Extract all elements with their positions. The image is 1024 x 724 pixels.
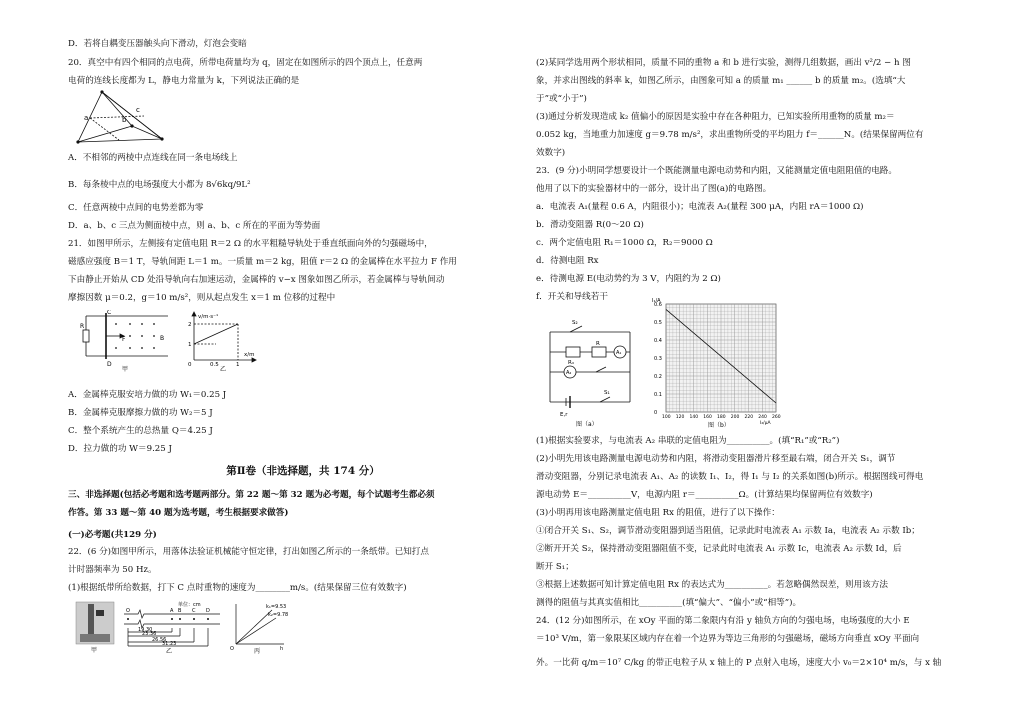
label-bing: 丙 [254, 648, 261, 654]
q23-item-c: c．两个定值电阻 R₁＝1000 Ω，R₂＝9000 Ω [536, 238, 713, 248]
q23-stem-line2: 他用了以下的实验器材中的一部分，设计出了图(a)的电路图。 [536, 184, 772, 194]
q24-stem-line2: ＝10³ V/m，第一象限某区域内存在着一个边界为等边三角形的匀强磁场，磁场方向垂直 xOy 平面向 [536, 634, 920, 644]
q23-step1: ①闭合开关 S₁、S₂，调节滑动变阻器到适当阻值，记录此时电流表 A₁ 示数 Ia，电流表 A₂ 示数 Ib； [536, 526, 920, 536]
rail-figure [80, 310, 172, 372]
y-tick-label: 0.3 [654, 356, 662, 362]
q22-stem-line1: 22．(6 分)如图甲所示，用落体法验证机械能守恒定律，打出如图乙所示的一条纸带。已知打点 [68, 547, 429, 557]
label-b: b [122, 116, 127, 124]
q22-part2-line3: 于”或“小于”) [536, 94, 587, 104]
dist-2: 23.36 [142, 631, 157, 637]
x-tick-label: 220 [744, 415, 754, 420]
label-F: F [122, 336, 126, 343]
q23-item-d: d．待测电阻 Rx [536, 256, 599, 266]
q23-item-a: a．电流表 A₁(量程 0.6 A，内阻很小)；电流表 A₂(量程 300 μA，内阻 rA＝1000 Ω) [536, 202, 864, 212]
part3-instruction-line1: 三、非选择题(包括必考题和选考题两部分。第 22 题～第 32 题为必考题，每个试题考生都必须 [68, 490, 435, 500]
q23-item-e: e．待测电源 E(电动势约为 3 V，内阻约为 2 Ω) [536, 274, 721, 284]
x-tick-label: 120 [675, 415, 685, 420]
label-D: D [107, 361, 112, 368]
q23-step2: ②断开开关 S₂，保持滑动变阻器阻值不变，记录此时电流表 A₁ 示数 Ic，电流表 A₂ 示数 Id，后 [536, 544, 902, 554]
tick-x-1: 1 [236, 362, 240, 368]
label-e: E,r [560, 412, 568, 418]
point-A: A [170, 608, 174, 614]
point-D: D [206, 608, 210, 614]
k2-label: k₂=9.78 [268, 612, 288, 618]
y-tick-label: 0 [654, 410, 658, 416]
circuit-caption: 图（a） [576, 421, 598, 428]
x-tick-label: 260 [772, 415, 781, 420]
label-s2: S₂ [572, 320, 578, 326]
q22-part2-line1: (2)某同学选用两个形状相同，质量不同的重物 a 和 b 进行实验，测得几组数据，画出 v²/2 − h 图 [536, 58, 911, 68]
tick-0-5: 0.5 [210, 362, 219, 368]
q20-stem-line1: 20．真空中有四个相同的点电荷，所带电荷量均为 q，固定在如图所示的四个顶点上，任意两 [68, 58, 423, 68]
tick-0: 0 [188, 362, 192, 368]
q23-step3-line1: ③根据上述数据可知计算定值电阻 Rx 的表达式为__________。若忽略偶然误差，则用该方法 [536, 580, 888, 590]
q21-stem-line1: 21．如图甲所示，左侧接有定值电阻 R＝2 Ω 的水平粗糙导轨处于垂直纸面向外的匀强磁场中， [68, 239, 433, 249]
q24-stem-line3: 外。一比荷 q/m＝10⁷ C/kg 的带正电粒子从 x 轴上的 P 点射入电场，速度大小 v₀＝2×10⁴ m/s，与 x 轴 [536, 658, 942, 668]
q21-stem-line4: 摩擦因数 μ＝0.2，g＝10 m/s²，则从起点发生 x＝1 m 位移的过程中 [68, 293, 336, 303]
q23-part1: (1)根据实验要求，与电流表 A₂ 串联的定值电阻为__________。(填“R₁”或“R₂”) [536, 436, 840, 446]
graph-caption: 图（b） [708, 422, 730, 428]
q23-part3-line1: (3)小明再用该电路测量定值电阻 Rx 的阻值，进行了以下操作： [536, 508, 780, 518]
origin-o: O [230, 646, 234, 652]
label-a1: A₁ [616, 350, 622, 356]
q23-part2-line3: 源电动势 E＝__________V，电源内阻 r＝__________Ω。(计算结果均保留两位有效数字) [536, 490, 873, 500]
label-a: a [84, 114, 89, 122]
x-tick-label: 100 [662, 415, 671, 420]
q21-option-a: A．金属棒克服安培力做的功 W₁＝0.25 J [68, 390, 227, 400]
label-R: R [80, 323, 85, 330]
q19-option-d: D．若将自耦变压器触头向下滑动，灯泡会变暗 [68, 39, 247, 49]
dist-4: 31.23 [162, 641, 177, 647]
q22-part2-line2: 象，并求出图线的斜率 k，如图乙所示，由图象可知 a 的质量 m₁ ______ b 的质量 m₂。(选填“大 [536, 76, 906, 86]
tick-2: 2 [188, 322, 192, 328]
graph-x-label: I₂/μA [760, 421, 771, 426]
y-tick-label: 0.5 [654, 320, 662, 326]
y-tick-label: 0.2 [654, 374, 662, 380]
graph-y-label: I₁/A [652, 298, 661, 304]
q21-stem-line2: 磁感应强度 B＝1 T，导轨间距 L＝1 m。一质量 m＝2 kg，阻值 r＝2 Ω 的金属棒在水平拉力 F 作用 [68, 257, 457, 267]
point-B: B [178, 608, 182, 614]
x-tick-label: 140 [689, 415, 699, 420]
label-jia: 甲 [122, 366, 129, 372]
tape-unit: 单位：cm [178, 602, 201, 608]
q22-part3-line3: 效数字) [536, 148, 566, 158]
dist-1: 19.30 [138, 627, 153, 633]
label-B: B [160, 335, 165, 342]
q22-part3-line2: 0.052 kg，当地重力加速度 g＝9.78 m/s²，求出重物所受的平均阻力 f＝______N。(结果保留两位有 [536, 130, 924, 140]
label-jia-photo: 甲 [91, 647, 98, 654]
q21-option-c: C．整个系统产生的总热量 Q＝4.25 J [68, 426, 213, 436]
section-ii-title: 第Ⅱ卷（非选择题，共 174 分） [226, 465, 380, 477]
apparatus-figure [74, 600, 116, 654]
y-tick-label: 0.1 [654, 392, 662, 398]
h-axis: h [280, 646, 284, 652]
tick-1: 1 [188, 342, 192, 348]
q23-step2-cont: 断开 S₁； [536, 562, 574, 572]
x-tick-label: 160 [703, 415, 712, 420]
k1-label: k₁=9.53 [266, 604, 287, 610]
v-axis-label: v/m·s⁻¹ [198, 314, 219, 320]
q20-option-c: C．任意两棱中点间的电势差都为零 [68, 203, 204, 213]
label-c: c [136, 106, 140, 114]
x-tick-label: 180 [717, 415, 726, 420]
point-o: O [126, 608, 130, 614]
q24-stem-line1: 24．(12 分)如图所示，在 xOy 平面的第二象限内有沿 y 轴负方向的匀强电场，电场强度的大小 E [536, 616, 910, 626]
q23-part2-line2: 滑动变阻器，分别记录电流表 A₁、A₂ 的读数 I₁、I₂，得 I₁ 与 I₂ 的关系如图(b)所示。根据图线可得电 [536, 472, 924, 482]
label-r: R [596, 341, 600, 347]
q23-step3-line2: 测得的阻值与其真实值相比__________(填“偏大”、“偏小”或“相等”)。 [536, 598, 802, 608]
part3-instruction-line2: 作答。第 33 题～第 40 题为选考题，考生根据要求做答) [68, 508, 289, 518]
x-axis-label: x/m [244, 352, 255, 358]
q21-option-d: D．拉力做的功 W＝9.25 J [68, 444, 172, 454]
q22-part3-line1: (3)通过分析发现造成 k₂ 值偏小的原因是实验中存在各种阻力，已知实验所用重物的质量 m₂＝ [536, 112, 895, 122]
label-C: C [107, 310, 112, 316]
q22-stem-line2: 计时器频率为 50 Hz。 [68, 565, 157, 575]
y-tick-label: 0.6 [654, 302, 662, 308]
point-C: C [192, 608, 196, 614]
label-s1: S₁ [604, 390, 610, 396]
q23-item-f: f．开关和导线若干 [536, 292, 608, 302]
dist-3: 26.56 [152, 637, 167, 643]
k-graph [228, 600, 288, 654]
q21-stem-line3: 下由静止开始从 CD 处沿导轨向右加速运动，金属棒的 v−x 图象如图乙所示，若金属棒与导轨间动 [68, 275, 445, 285]
required-section-title: (一)必考题(共129 分) [68, 530, 157, 540]
q21-option-b: B．金属棒克服摩擦力做的功 W₂＝5 J [68, 408, 213, 418]
q23-part2-line1: (2)小明先用该电路测量电源电动势和内阻，将滑动变阻器滑片移至最右端，闭合开关 S₁，调节 [536, 454, 896, 464]
paper-tape-figure [122, 600, 222, 654]
x-tick-label: 240 [758, 415, 767, 420]
label-yi-tape: 乙 [166, 648, 173, 654]
tetrahedron-figure [74, 90, 164, 148]
q20-option-b: B．每条棱中点的电场强度大小都为 8√6kq/9L² [68, 180, 251, 190]
q23-item-b: b．滑动变阻器 R(0～20 Ω) [536, 220, 644, 230]
label-rx: Rₓ [568, 360, 575, 366]
i1-i2-graph [652, 296, 784, 428]
circuit-a [540, 312, 644, 428]
x-tick-label: 200 [730, 415, 740, 420]
q20-stem-line2: 电荷的连线长度都为 L，静电力常量为 k，下列说法正确的是 [68, 76, 300, 86]
q20-option-a: A．不相邻的两棱中点连线在同一条电场线上 [68, 153, 238, 163]
label-yi: 乙 [220, 366, 227, 372]
label-a2: A₂ [566, 370, 572, 376]
y-tick-label: 0.4 [654, 338, 662, 344]
q23-stem-line1: 23．(9 分)小明同学想要设计一个既能测量电源电动势和内阻，又能测量定值电阻阻值的电路。 [536, 166, 897, 176]
q22-part1: (1)根据纸带所给数据，打下 C 点时重物的速度为________m/s。(结果保留三位有效数字) [68, 583, 407, 593]
v-x-graph [182, 310, 258, 372]
q20-option-d: D．a、b、c 三点为侧面棱中点，则 a、b、c 所在的平面为等势面 [68, 221, 321, 231]
